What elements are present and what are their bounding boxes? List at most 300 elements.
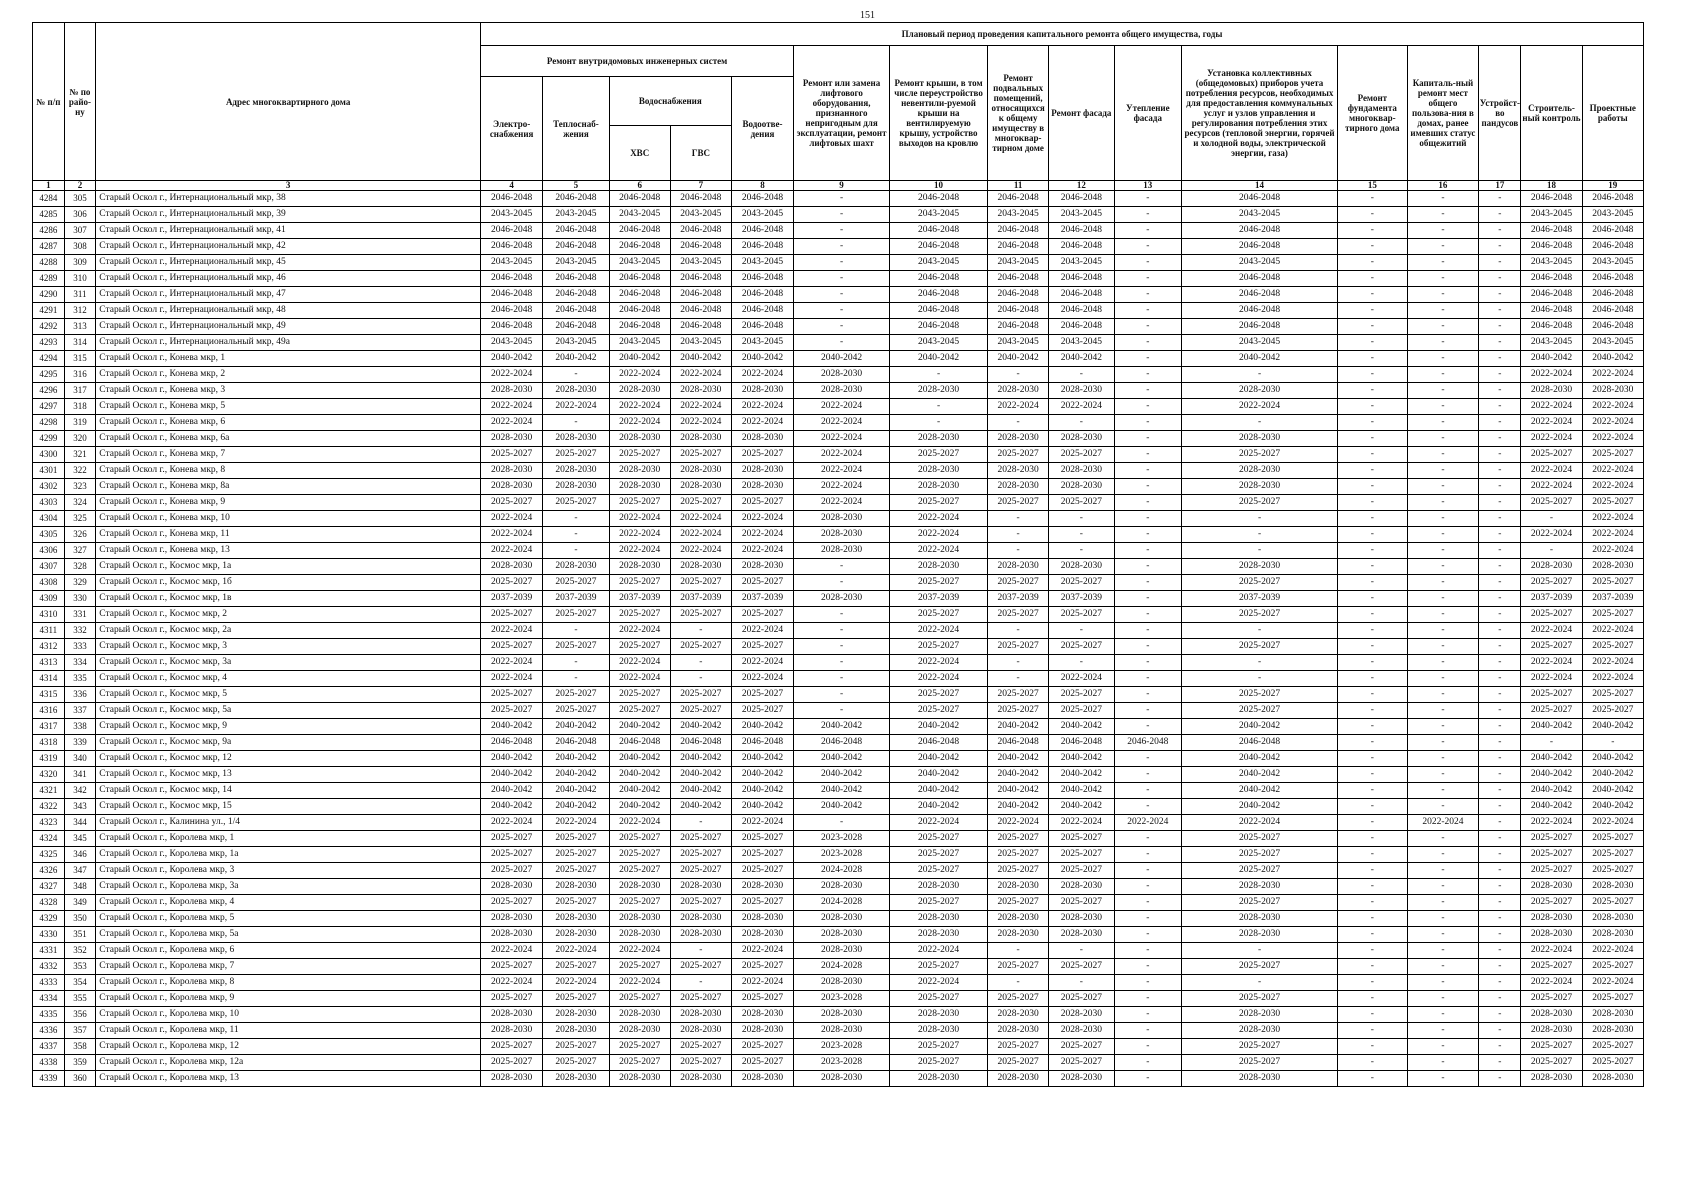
cell-period: - [543,671,609,687]
cell-period: - [988,623,1049,639]
cell-period: 2022-2024 [794,415,890,431]
cell-period: 2028-2030 [1182,431,1338,447]
cell-period: 2040-2042 [670,351,731,367]
cell-period: - [1338,927,1408,943]
cell-period: - [1049,623,1114,639]
cell-period: 2040-2042 [1521,351,1582,367]
cell-period: 2028-2030 [670,1023,731,1039]
cell-period: 2028-2030 [609,1071,670,1087]
header-insulation: Утепление фасада [1114,46,1181,181]
cell-period: 2025-2027 [543,991,609,1007]
cell-period: 2040-2042 [481,799,543,815]
cell-address: Старый Оскол г., Интернациональный мкр, 46 [96,271,481,287]
cell-district-number: 328 [64,559,96,575]
cell-period: - [794,815,890,831]
cell-period: 2022-2024 [1582,815,1643,831]
cell-period: - [1479,783,1521,799]
cell-address: Старый Оскол г., Космос мкр, 3а [96,655,481,671]
cell-period: 2025-2027 [1182,687,1338,703]
cell-period: - [1114,671,1181,687]
cell-period: 2046-2048 [1182,319,1338,335]
cell-period: 2025-2027 [1049,1039,1114,1055]
cell-address: Старый Оскол г., Космос мкр, 12 [96,751,481,767]
cell-period: 2028-2030 [609,1007,670,1023]
cell-period: 2028-2030 [890,383,988,399]
cell-period: 2040-2042 [1582,783,1643,799]
cell-period: 2040-2042 [988,751,1049,767]
cell-period: 2025-2027 [1521,991,1582,1007]
cell-period: 2037-2039 [543,591,609,607]
cell-period: 2043-2045 [731,255,793,271]
cell-period: 2025-2027 [670,959,731,975]
cell-period: 2022-2024 [1582,367,1643,383]
cell-period: 2025-2027 [543,1039,609,1055]
cell-period: - [1407,207,1479,223]
cell-period: - [1114,943,1181,959]
cell-row-number: 4315 [33,687,65,703]
cell-period: 2040-2042 [988,767,1049,783]
cell-period: - [1049,655,1114,671]
cell-period: 2046-2048 [1582,191,1643,207]
cell-period: 2028-2030 [890,1007,988,1023]
cell-period: 2043-2045 [1521,255,1582,271]
cell-period: 2022-2024 [1114,815,1181,831]
cell-period: 2022-2024 [988,399,1049,415]
cell-period: 2028-2030 [988,463,1049,479]
table-row [33,991,1644,1007]
cell-period: 2022-2024 [731,399,793,415]
cell-period: 2028-2030 [890,479,988,495]
cell-address: Старый Оскол г., Королева мкр, 4 [96,895,481,911]
cell-period: 2022-2024 [609,543,670,559]
cell-period: - [1407,223,1479,239]
table-row [33,607,1644,623]
cell-period: 2022-2024 [670,543,731,559]
cell-row-number: 4289 [33,271,65,287]
cell-period: 2043-2045 [988,335,1049,351]
cell-row-number: 4309 [33,591,65,607]
cell-period: 2022-2024 [1582,671,1643,687]
table-row [33,399,1644,415]
table-row [33,879,1644,895]
cell-period: 2028-2030 [481,431,543,447]
cell-period: 2025-2027 [1182,895,1338,911]
cell-period: 2037-2039 [1521,591,1582,607]
cell-period: 2025-2027 [1049,831,1114,847]
header-design-works: Проектные работы [1582,46,1643,181]
cell-period: 2028-2030 [481,879,543,895]
cell-district-number: 340 [64,751,96,767]
cell-period: - [1114,575,1181,591]
cell-row-number: 4339 [33,1071,65,1087]
cell-period: - [543,415,609,431]
cell-period: 2046-2048 [1521,239,1582,255]
cell-period: 2025-2027 [890,575,988,591]
cell-district-number: 350 [64,911,96,927]
cell-period: - [1479,1071,1521,1087]
cell-period: - [1479,287,1521,303]
cell-period: 2028-2030 [1182,927,1338,943]
cell-period: 2025-2027 [481,1039,543,1055]
cell-period: - [1114,1007,1181,1023]
cell-period: 2028-2030 [1049,383,1114,399]
cell-row-number: 4327 [33,879,65,895]
header-facade: Ремонт фасада [1049,46,1114,181]
cell-period: - [794,671,890,687]
cell-period: 2046-2048 [609,239,670,255]
cell-period: - [1114,879,1181,895]
cell-period: 2046-2048 [890,223,988,239]
cell-period: 2043-2045 [890,335,988,351]
cell-period: 2046-2048 [1521,303,1582,319]
cell-period: 2028-2030 [794,367,890,383]
cell-period: 2028-2030 [794,975,890,991]
cell-period: - [794,623,890,639]
cell-period: 2037-2039 [1182,591,1338,607]
cell-period: 2028-2030 [794,511,890,527]
cell-period: 2025-2027 [988,991,1049,1007]
cell-period: 2022-2024 [1521,399,1582,415]
cell-district-number: 318 [64,399,96,415]
cell-period: 2040-2042 [988,799,1049,815]
cell-period: 2046-2048 [1049,735,1114,751]
column-number: 9 [794,181,890,191]
cell-period: - [988,511,1049,527]
cell-period: 2040-2042 [1521,783,1582,799]
cell-period: - [1114,1071,1181,1087]
cell-period: - [1338,543,1408,559]
cell-period: 2028-2030 [794,1023,890,1039]
cell-address: Старый Оскол г., Космос мкр, 9а [96,735,481,751]
cell-period: 2046-2048 [670,271,731,287]
cell-period: - [543,511,609,527]
cell-period: - [1049,943,1114,959]
cell-period: - [1182,943,1338,959]
cell-address: Старый Оскол г., Конева мкр, 13 [96,543,481,559]
cell-period: 2022-2024 [1182,399,1338,415]
cell-period: 2025-2027 [481,607,543,623]
cell-period: 2022-2024 [1582,975,1643,991]
cell-row-number: 4295 [33,367,65,383]
cell-period: 2022-2024 [890,623,988,639]
cell-period: - [988,543,1049,559]
cell-period: - [1407,975,1479,991]
cell-period: - [1338,895,1408,911]
cell-period: - [1521,543,1582,559]
cell-period: - [1114,527,1181,543]
cell-period: - [1182,543,1338,559]
cell-period: 2028-2030 [731,559,793,575]
cell-period: 2025-2027 [890,847,988,863]
cell-period: - [1407,703,1479,719]
cell-period: - [1338,319,1408,335]
cell-period: 2028-2030 [481,1007,543,1023]
cell-period: 2028-2030 [481,1023,543,1039]
cell-period: 2022-2024 [794,431,890,447]
cell-period: 2022-2024 [481,367,543,383]
cell-period: - [1114,543,1181,559]
cell-period: 2028-2030 [1049,431,1114,447]
cell-period: 2037-2039 [731,591,793,607]
cell-period: 2025-2027 [1582,863,1643,879]
cell-period: 2046-2048 [988,735,1049,751]
cell-period: 2025-2027 [731,447,793,463]
cell-period: 2025-2027 [731,607,793,623]
cell-row-number: 4291 [33,303,65,319]
cell-district-number: 339 [64,735,96,751]
cell-period: 2043-2045 [890,255,988,271]
cell-period: - [1182,511,1338,527]
cell-period: 2028-2030 [1049,463,1114,479]
page-number: 151 [860,10,875,21]
table-row [33,671,1644,687]
cell-district-number: 334 [64,655,96,671]
cell-period: 2046-2048 [481,239,543,255]
cell-period: 2028-2030 [1049,1071,1114,1087]
cell-period: 2025-2027 [731,1039,793,1055]
cell-period: 2028-2030 [890,559,988,575]
cell-period: 2022-2024 [1521,815,1582,831]
cell-period: 2025-2027 [731,687,793,703]
cell-period: 2025-2027 [1521,447,1582,463]
cell-period: 2025-2027 [1521,1055,1582,1071]
cell-period: 2028-2030 [609,431,670,447]
cell-period: 2046-2048 [481,303,543,319]
cell-address: Старый Оскол г., Интернациональный мкр, 42 [96,239,481,255]
cell-period: - [1407,255,1479,271]
cell-period: 2046-2048 [543,735,609,751]
cell-period: - [1338,623,1408,639]
cell-period: - [1407,319,1479,335]
table-row [33,543,1644,559]
cell-period: - [1338,799,1408,815]
cell-period: 2028-2030 [1182,463,1338,479]
cell-period: - [1338,831,1408,847]
cell-period: 2022-2024 [731,511,793,527]
cell-period: 2028-2030 [890,911,988,927]
cell-period: 2043-2045 [890,207,988,223]
cell-period: 2025-2027 [1521,895,1582,911]
cell-period: 2025-2027 [890,639,988,655]
cell-period: 2040-2042 [1049,719,1114,735]
cell-period: - [1407,271,1479,287]
cell-period: 2025-2027 [670,687,731,703]
cell-period: 2025-2027 [543,895,609,911]
cell-period: 2025-2027 [1182,863,1338,879]
cell-district-number: 346 [64,847,96,863]
cell-period: - [1182,367,1338,383]
cell-period: 2022-2024 [1521,527,1582,543]
cell-period: - [794,319,890,335]
cell-period: 2025-2027 [1182,959,1338,975]
cell-row-number: 4337 [33,1039,65,1055]
cell-address: Старый Оскол г., Интернациональный мкр, 48 [96,303,481,319]
cell-period: 2046-2048 [1182,239,1338,255]
cell-period: 2022-2024 [890,671,988,687]
cell-row-number: 4317 [33,719,65,735]
cell-period: - [1114,303,1181,319]
cell-period: 2028-2030 [1582,1007,1643,1023]
cell-period: 2046-2048 [1114,735,1181,751]
cell-period: 2040-2042 [1182,799,1338,815]
cell-period: - [1114,223,1181,239]
cell-period: - [1407,559,1479,575]
cell-period: 2025-2027 [1521,607,1582,623]
cell-period: - [1114,991,1181,1007]
cell-period: 2022-2024 [1582,623,1643,639]
cell-period: 2022-2024 [543,943,609,959]
cell-period: - [1479,943,1521,959]
table-row [33,799,1644,815]
cell-period: - [1338,207,1408,223]
cell-period: - [1114,463,1181,479]
cell-period: - [1479,719,1521,735]
cell-period: - [1479,1039,1521,1055]
table-row [33,911,1644,927]
cell-period: 2022-2024 [609,671,670,687]
cell-period: - [988,943,1049,959]
cell-district-number: 360 [64,1071,96,1087]
cell-period: 2046-2048 [670,319,731,335]
cell-period: 2025-2027 [609,495,670,511]
cell-district-number: 357 [64,1023,96,1039]
cell-period: - [1114,495,1181,511]
cell-period: - [1114,207,1181,223]
cell-period: 2046-2048 [670,239,731,255]
cell-period: - [1407,447,1479,463]
cell-period: 2025-2027 [1182,1039,1338,1055]
cell-period: - [1407,335,1479,351]
cell-period: 2037-2039 [670,591,731,607]
cell-period: 2028-2030 [481,927,543,943]
cell-period: 2046-2048 [731,239,793,255]
cell-period: 2046-2048 [543,239,609,255]
cell-period: 2025-2027 [543,831,609,847]
cell-period: 2022-2024 [731,415,793,431]
cell-row-number: 4307 [33,559,65,575]
cell-district-number: 325 [64,511,96,527]
cell-period: 2028-2030 [1182,479,1338,495]
cell-period: - [794,639,890,655]
cell-period: - [1182,655,1338,671]
cell-period: 2023-2028 [794,1039,890,1055]
cell-period: - [1479,415,1521,431]
cell-row-number: 4335 [33,1007,65,1023]
cell-period: 2040-2042 [890,351,988,367]
cell-period: 2025-2027 [543,639,609,655]
cell-address: Старый Оскол г., Космос мкр, 2а [96,623,481,639]
cell-period: 2040-2042 [988,351,1049,367]
cell-district-number: 317 [64,383,96,399]
cell-address: Старый Оскол г., Королева мкр, 12 [96,1039,481,1055]
cell-period: 2028-2030 [890,431,988,447]
cell-period: 2022-2024 [1521,655,1582,671]
cell-period: 2040-2042 [794,783,890,799]
table-row [33,655,1644,671]
cell-period: 2028-2030 [794,911,890,927]
cell-period: 2028-2030 [609,879,670,895]
cell-period: 2046-2048 [988,271,1049,287]
cell-period: - [1521,735,1582,751]
cell-period: 2025-2027 [1582,991,1643,1007]
cell-period: 2028-2030 [988,911,1049,927]
cell-period: - [1407,1055,1479,1071]
cell-period: 2025-2027 [1182,575,1338,591]
cell-period: 2028-2030 [988,431,1049,447]
cell-period: 2046-2048 [731,735,793,751]
cell-period: 2025-2027 [731,895,793,911]
cell-period: - [1049,527,1114,543]
cell-period: 2025-2027 [543,575,609,591]
cell-period: 2022-2024 [794,399,890,415]
cell-period: - [988,415,1049,431]
cell-period: 2040-2042 [543,751,609,767]
cell-district-number: 329 [64,575,96,591]
cell-period: 2022-2024 [731,527,793,543]
cell-period: 2046-2048 [1049,239,1114,255]
cell-period: - [1114,239,1181,255]
cell-period: 2040-2042 [731,767,793,783]
cell-period: 2028-2030 [670,1007,731,1023]
cell-period: 2046-2048 [731,319,793,335]
cell-period: 2046-2048 [1049,303,1114,319]
cell-period: 2040-2042 [731,783,793,799]
cell-period: 2025-2027 [670,847,731,863]
header-basement: Ремонт подвальных помещений, относящихся к общему имуществу в многоквар-тирном доме [988,46,1049,181]
header-elevator: Ремонт или замена лифтового оборудования, признанного непригодным для эксплуатации, ремонт лифтовых шахт [794,46,890,181]
cell-period: 2043-2045 [1582,255,1643,271]
cell-period: 2046-2048 [794,735,890,751]
cell-address: Старый Оскол г., Конева мкр, 8 [96,463,481,479]
cell-period: 2046-2048 [1182,287,1338,303]
cell-period: 2025-2027 [1521,687,1582,703]
cell-address: Старый Оскол г., Интернациональный мкр, 49 [96,319,481,335]
cell-period: 2025-2027 [1582,895,1643,911]
cell-period: 2025-2027 [609,847,670,863]
cell-address: Старый Оскол г., Интернациональный мкр, 45 [96,255,481,271]
cell-period: 2022-2024 [1521,623,1582,639]
cell-period: 2028-2030 [1521,559,1582,575]
cell-period: - [1114,287,1181,303]
cell-period: - [1407,1007,1479,1023]
cell-period: 2046-2048 [890,287,988,303]
cell-row-number: 4305 [33,527,65,543]
cell-period: - [1407,959,1479,975]
cell-period: 2025-2027 [1049,639,1114,655]
cell-period: - [1407,191,1479,207]
cell-period: 2028-2030 [1582,911,1643,927]
cell-address: Старый Оскол г., Королева мкр, 9 [96,991,481,1007]
cell-period: - [1407,1023,1479,1039]
cell-period: 2028-2030 [1182,1007,1338,1023]
cell-period: - [1407,623,1479,639]
cell-period: 2043-2045 [1182,255,1338,271]
cell-period: 2040-2042 [794,767,890,783]
cell-period: 2028-2030 [481,463,543,479]
column-number: 17 [1479,181,1521,191]
table-row [33,351,1644,367]
cell-period: - [1338,511,1408,527]
cell-period: 2040-2042 [731,351,793,367]
cell-period: 2028-2030 [1521,383,1582,399]
cell-period: 2025-2027 [609,607,670,623]
cell-period: 2046-2048 [1182,735,1338,751]
cell-period: - [1114,687,1181,703]
cell-row-number: 4328 [33,895,65,911]
cell-period: - [1407,911,1479,927]
table-row [33,447,1644,463]
cell-period: 2022-2024 [1582,543,1643,559]
